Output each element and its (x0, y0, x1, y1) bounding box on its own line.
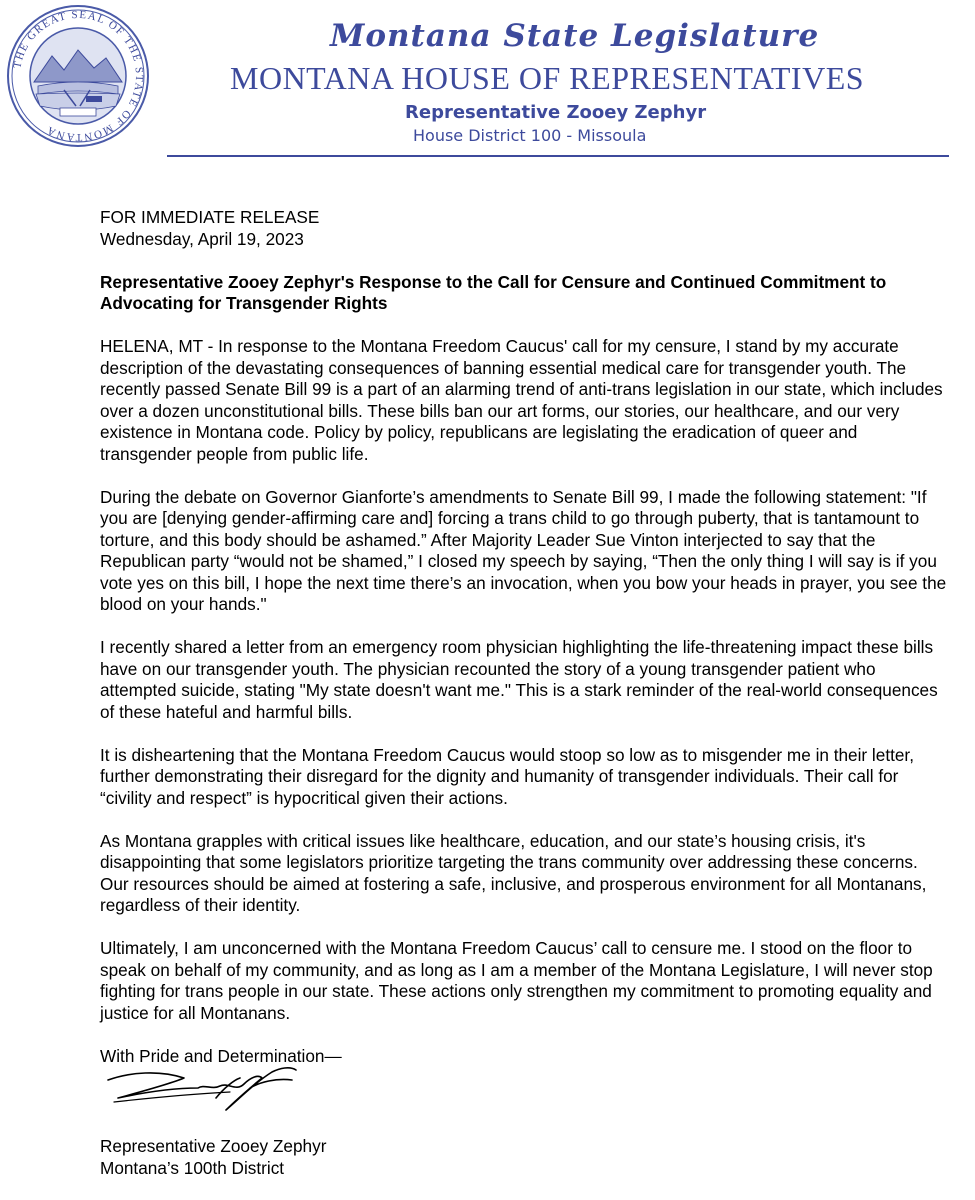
letterhead-district: House District 100 - Missoula (413, 126, 647, 145)
signature-block (100, 1136, 600, 1179)
letterhead-script-title: Montana State Legislature (330, 18, 820, 54)
release-date: Wednesday, April 19, 2023 (100, 228, 304, 249)
release-label: FOR IMMEDIATE RELEASE (100, 207, 320, 227)
release-header (100, 207, 950, 250)
press-release-body (100, 207, 950, 1089)
paragraph: It is disheartening that the Montana Freedom Caucus would stoop so low as to misgender me in their letter, further demonstrating their disregard for the dignity and humanity of transgender individuals. Their call for “civility and respect” is hypocritical given their actions. (100, 744, 914, 808)
paragraph: During the debate on Governor Gianforte’s amendments to Senate Bill 99, I made the following statement: "If you are [denying gender-affirming care and] forcing a trans child to go through puberty, that is tantamount to torture, and this body should be ashamed.” After Majority Leader Sue Vinton interjected to say that the Republican party “would not be shamed,” I closed my speech by saying, “Then the only thing I will say is if you vote yes on this bill, I hope the next time there’s an invocation, when you bow your heads in prayer, you see the blood on your hands." (100, 486, 947, 614)
svg-text:THE GREAT SEAL OF THE STATE OF: THE GREAT SEAL OF THE STATE OF MONTANA (11, 8, 146, 144)
letterhead-representative: Representative Zooey Zephyr (405, 102, 707, 123)
paragraph: I recently shared a letter from an emergency room physician highlighting the life-threatening impact these bills have on our transgender youth. The physician recounted the story of a young transgender patient who attempted suicide, stating "My state doesn't want me." This is a stark reminder of the real-world consequences of these hateful and harmful bills. (100, 637, 938, 722)
signature-title: Montana’s 100th District (100, 1157, 285, 1178)
closing-line: With Pride and Determination— (100, 1045, 342, 1066)
release-title: Representative Zooey Zephyr's Response to the Call for Censure and Continued Commitment to Advocating for Transgender Rights (100, 271, 887, 313)
state-seal (4, 2, 152, 150)
paragraph: As Montana grapples with critical issues like healthcare, education, and our state’s housing crisis, it's disappointing that some legislators prioritize targeting the trans community over addressing these concerns. Our resources should be aimed at fostering a safe, inclusive, and prosperous environment for all Montanans, regardless of their identity. (100, 830, 927, 915)
letterhead-divider (167, 155, 949, 157)
paragraph: Ultimately, I am unconcerned with the Montana Freedom Caucus’ call to censure me. I stood on the floor to speak on behalf of my community, and as long as I am a member of the Montana Legislature, I will never stop fighting for trans people in our state. These actions only strengthen my commitment to promoting equality and justice for all Montanans. (100, 938, 933, 1023)
paragraph: HELENA, MT - In response to the Montana Freedom Caucus' call for my censure, I stand by my accurate description of the devastating consequences of banning essential medical care for transgender youth. The recently passed Senate Bill 99 is a part of an alarming trend of anti-trans legislation in our state, which includes over a dozen unconstitutional bills. These bills ban our art forms, our stories, our healthcare, and our very existence in Montana code. Policy by policy, republicans are legislating the eradication of queer and transgender people from public life. (100, 336, 943, 464)
handwritten-signature (100, 1058, 310, 1118)
letterhead-house-name: MONTANA HOUSE OF REPRESENTATIVES (230, 60, 865, 96)
signature-name: Representative Zooey Zephyr (100, 1136, 327, 1156)
